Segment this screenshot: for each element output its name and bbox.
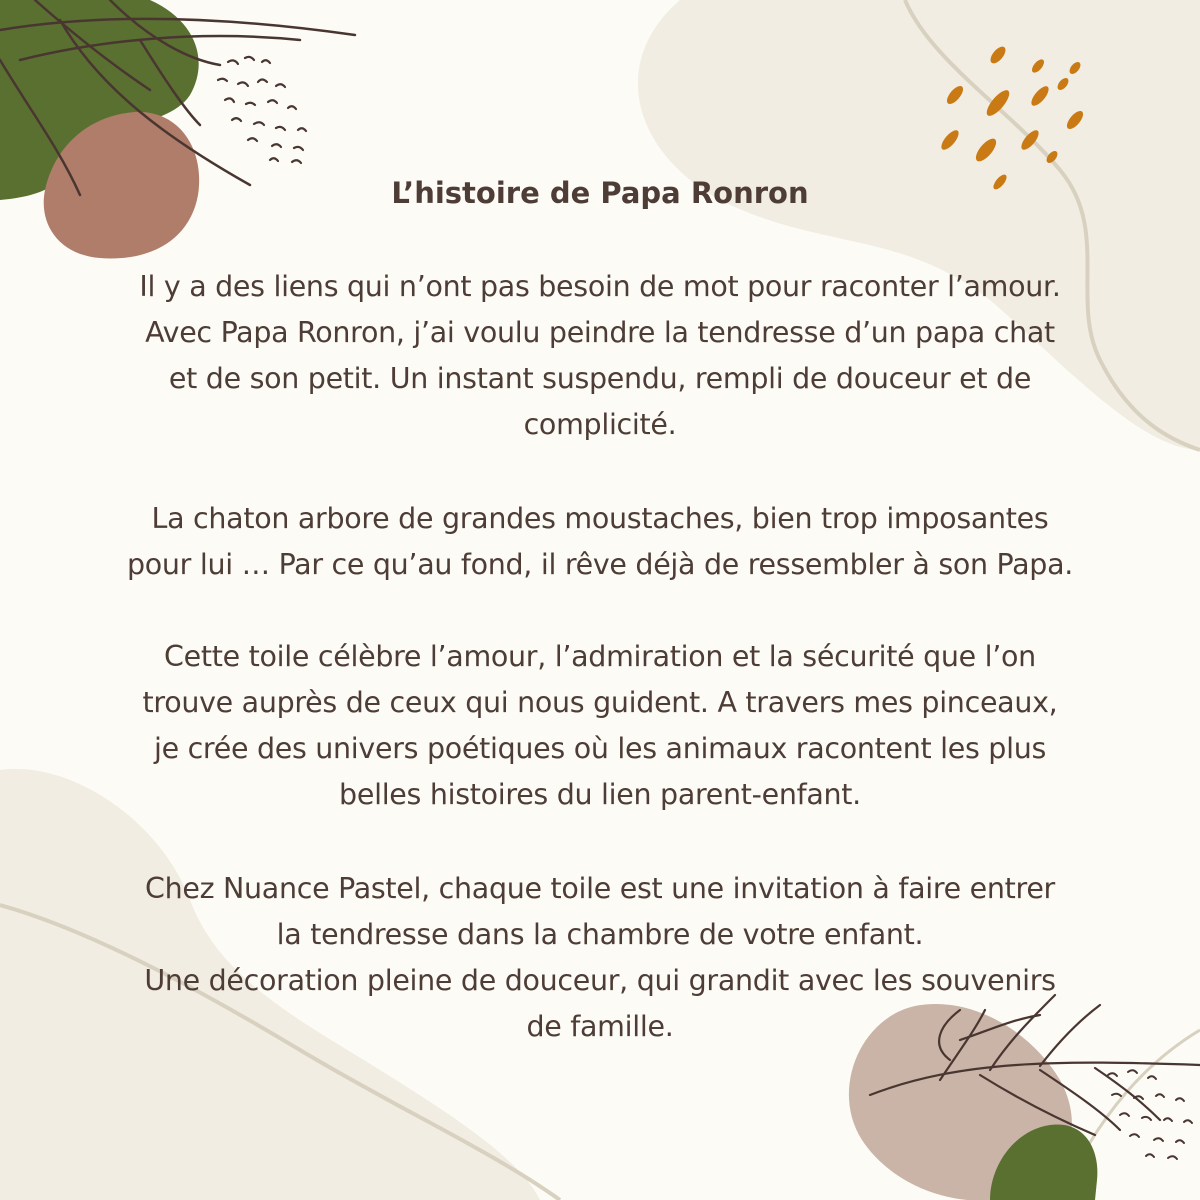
story-paragraph-brand xyxy=(20,866,1180,1050)
paragraph-line: belles histoires du lien parent-enfant. xyxy=(339,778,861,811)
story-paragraph-kitten xyxy=(20,496,1180,588)
specks-bottom-right xyxy=(1108,1070,1192,1159)
specks-top-left xyxy=(218,57,306,163)
paragraph-line: Il y a des liens qui n’ont pas besoin de mot pour raconter l’amour. xyxy=(139,270,1061,303)
paragraph-line: trouve auprès de ceux qui nous guident. A travers mes pinceaux, xyxy=(142,686,1058,719)
paragraph-line: et de son petit. Un instant suspendu, rempli de douceur et de xyxy=(168,362,1032,395)
story-title: L’histoire de Papa Ronron xyxy=(391,176,809,210)
paragraph-line: Chez Nuance Pastel, chaque toile est une invitation à faire entrer xyxy=(145,872,1055,905)
story-paragraph-intro xyxy=(20,264,1180,448)
paragraph-line: La chaton arbore de grandes moustaches, bien trop imposantes xyxy=(151,502,1049,535)
paragraph-line: Une décoration pleine de douceur, qui grandit avec les souvenirs xyxy=(144,964,1056,997)
paragraph-line: Avec Papa Ronron, j’ai voulu peindre la tendresse d’un papa chat xyxy=(145,316,1055,349)
paragraph-line: complicité. xyxy=(523,408,677,441)
paragraph-line: de famille. xyxy=(526,1010,674,1043)
paragraph-line: Cette toile célèbre l’amour, l’admiration et la sécurité que l’on xyxy=(164,640,1036,673)
paragraph-line: la tendresse dans la chambre de votre enfant. xyxy=(276,918,924,951)
paragraph-line: je crée des univers poétiques où les animaux racontent les plus xyxy=(153,732,1047,765)
story-paragraph-canvas xyxy=(20,634,1180,818)
paragraph-line: pour lui … Par ce qu’au fond, il rêve déjà de ressembler à son Papa. xyxy=(126,548,1074,581)
